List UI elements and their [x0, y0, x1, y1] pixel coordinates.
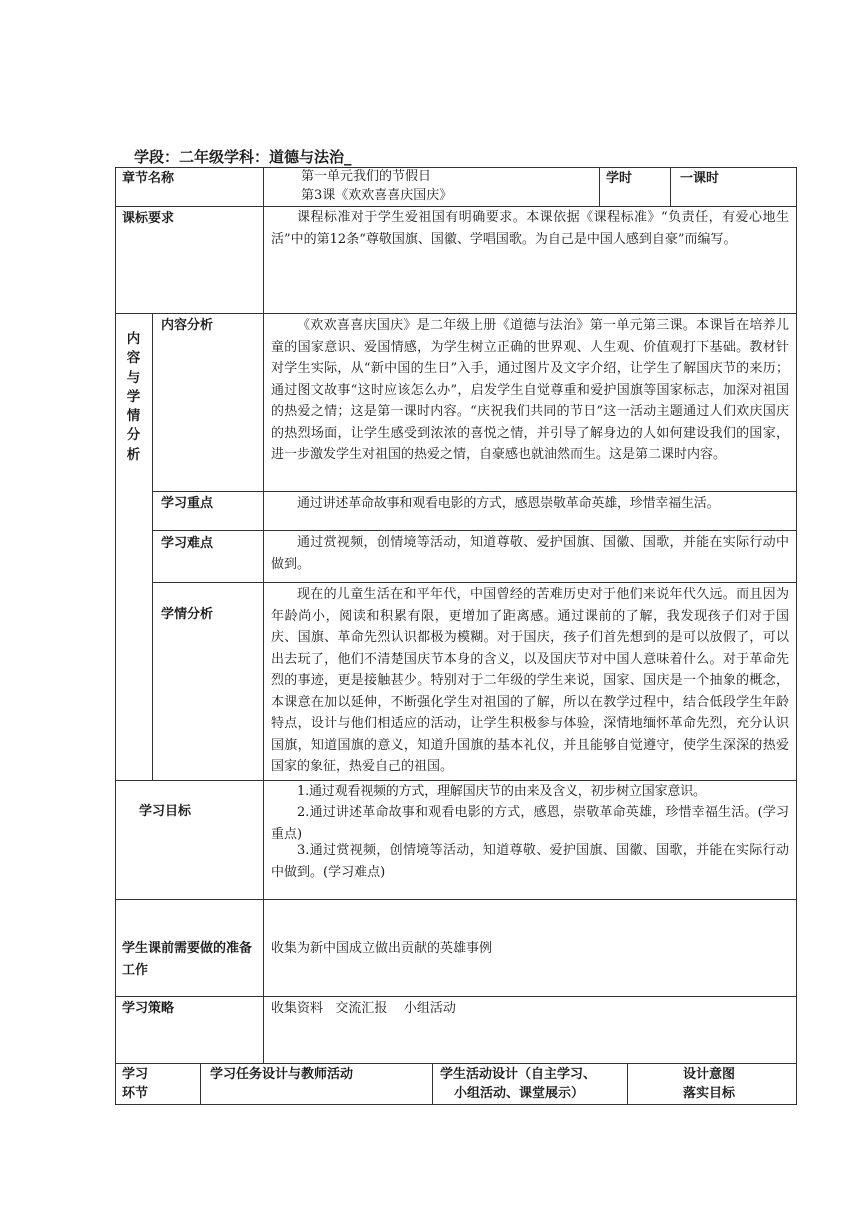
process-col4-line1: 设计意图: [683, 1067, 736, 1082]
key-point-label: 学习重点: [161, 496, 214, 511]
chapter-label: 章节名称: [122, 171, 175, 186]
process-col4-line2: 落实目标: [683, 1086, 736, 1101]
goal-item: 1.通过观看视频的方式，理解国庆节的由来及含义，初步树立国家意识。: [297, 784, 706, 799]
preparation-text: 收集为新中国成立做出贡献的英雄事例: [271, 941, 493, 956]
row-divider: [115, 899, 797, 900]
process-col3-line1: 学生活动设计（自主学习、: [440, 1067, 597, 1082]
column-divider: [152, 313, 153, 780]
row-divider: [152, 582, 797, 583]
analysis-group-label: [115, 330, 152, 465]
table-border-right: [796, 167, 797, 1104]
table-border-bottom: [115, 1104, 797, 1105]
row-divider: [115, 1063, 797, 1064]
chapter-unit: 第一单元我们的节假日: [301, 169, 432, 184]
preparation-label: 学生课前需要做的准备工作: [122, 941, 253, 978]
column-divider: [432, 1063, 433, 1104]
standard-text: 课程标准对于学生爱祖国有明确要求。本课依据《课程标准》“负责任，有爱心地生活”中的第12条“尊敬国旗、国徽、学唱国歌。为自己是中国人感到自豪”而编写。: [271, 210, 789, 247]
analysis-char: 析: [126, 446, 141, 463]
strategy-label: 学习策略: [122, 1001, 175, 1016]
analysis-char: 学: [126, 388, 141, 405]
column-divider: [599, 167, 600, 206]
analysis-char: 情: [126, 408, 141, 425]
column-divider: [627, 1063, 628, 1104]
process-col2: 学习任务设计与教师活动: [210, 1067, 354, 1082]
difficulty-text: 通过赏视频，创情境等活动，知道尊敬、爱护国旗、国徽、国歌，并能在实际行动中做到。: [271, 535, 789, 572]
analysis-char: 分: [126, 427, 141, 444]
analysis-char: 内: [126, 331, 141, 347]
goal-item: 3.通过赏视频，创情境等活动，知道尊敬、爱护国旗、国徽、国歌，并能在实际行动中做到。(学习难点): [271, 843, 789, 880]
standard-label: 课标要求: [122, 211, 175, 226]
process-col1-line1: 学习: [122, 1067, 149, 1082]
column-divider: [200, 1063, 201, 1104]
analysis-char: 与: [126, 369, 141, 386]
content-analysis-label: 内容分析: [161, 318, 214, 333]
goal-item: 2.通过讲述革命故事和观看电影的方式，感恩，崇敬革命英雄，珍惜幸福生活。(学习重点): [271, 805, 789, 842]
table-border-left: [115, 167, 116, 1104]
difficulty-label: 学习难点: [161, 536, 214, 551]
row-divider: [152, 530, 797, 531]
page-header: 学段：二年级学科：道德与法治_: [134, 148, 352, 166]
strategy-text: 收集资料 交流汇报 小组活动: [271, 1001, 456, 1016]
situation-text: 现在的儿童生活在和平年代，中国曾经的苦难历史对于他们来说年代久远。而且因为年龄尚小，阅读和积累有限，更增加了距离感。通过课前的了解，我发现孩子们对于国庆、国旗、革命先烈认识都极为模糊。对于国庆，孩子们首先想到的是可以放假了，可以出去玩了，他们不清楚国庆节本身的含义，以及国庆节对中国人意味着什么。对于革命先烈的事迹，更是接触甚少。特别对于二年级的学生来说，国家、国庆是一个抽象的概念，本课意在加以延伸，不断强化学生对祖国的了解，所以在教学过程中，结合低段学生年龄特点，设计与他们相适应的活动，让学生积极参与体验，深情地缅怀革命先烈，充分认识国旗，知道国旗的意义，知道升国旗的基本礼仪，并且能够自觉遵守，使学生深深的热爱国家的象征，热爱自己的祖国。: [271, 587, 789, 774]
row-divider: [115, 996, 797, 997]
row-divider: [115, 313, 797, 314]
column-divider: [263, 167, 264, 1063]
row-divider: [152, 491, 797, 492]
column-divider: [670, 167, 671, 206]
situation-label: 学情分析: [161, 607, 214, 622]
process-col1-line2: 环节: [122, 1086, 149, 1101]
key-point-text: 通过讲述革命故事和观看电影的方式，感恩崇敬革命英雄，珍惜幸福生活。: [297, 496, 720, 511]
hours-label: 学时: [606, 171, 633, 186]
process-col3-line2: 小组活动、课堂展示）: [454, 1086, 585, 1101]
content-analysis-text: 《欢欢喜喜庆国庆》是二年级上册《道德与法治》第一单元第三课。本课旨在培养儿童的国家意识、爱国情感，为学生树立正确的世界观、人生观、价值观打下基础。教材针对学生实际，从“新中国的生日”入手，通过图片及文字介绍，让学生了解国庆节的来历；通过图文故事“这时应该怎么办”，启发学生自觉尊重和爱护国旗等国家标志，加深对祖国的热爱之情；这是第一课时内容。“庆祝我们共同的节日”这一活动主题通过人们欢庆国庆的热烈场面，让学生感受到浓浓的喜悦之情，并引导了解身边的人如何建设我们的国家，进一步激发学生对祖国的热爱之情，自豪感也就油然而生。这是第二课时内容。: [271, 318, 789, 462]
hours-value: 一课时: [680, 171, 720, 186]
chapter-lesson: 第3课《欢欢喜喜庆国庆》: [301, 188, 453, 203]
goals-label: 学习目标: [139, 804, 192, 819]
analysis-char: 容: [126, 350, 141, 367]
